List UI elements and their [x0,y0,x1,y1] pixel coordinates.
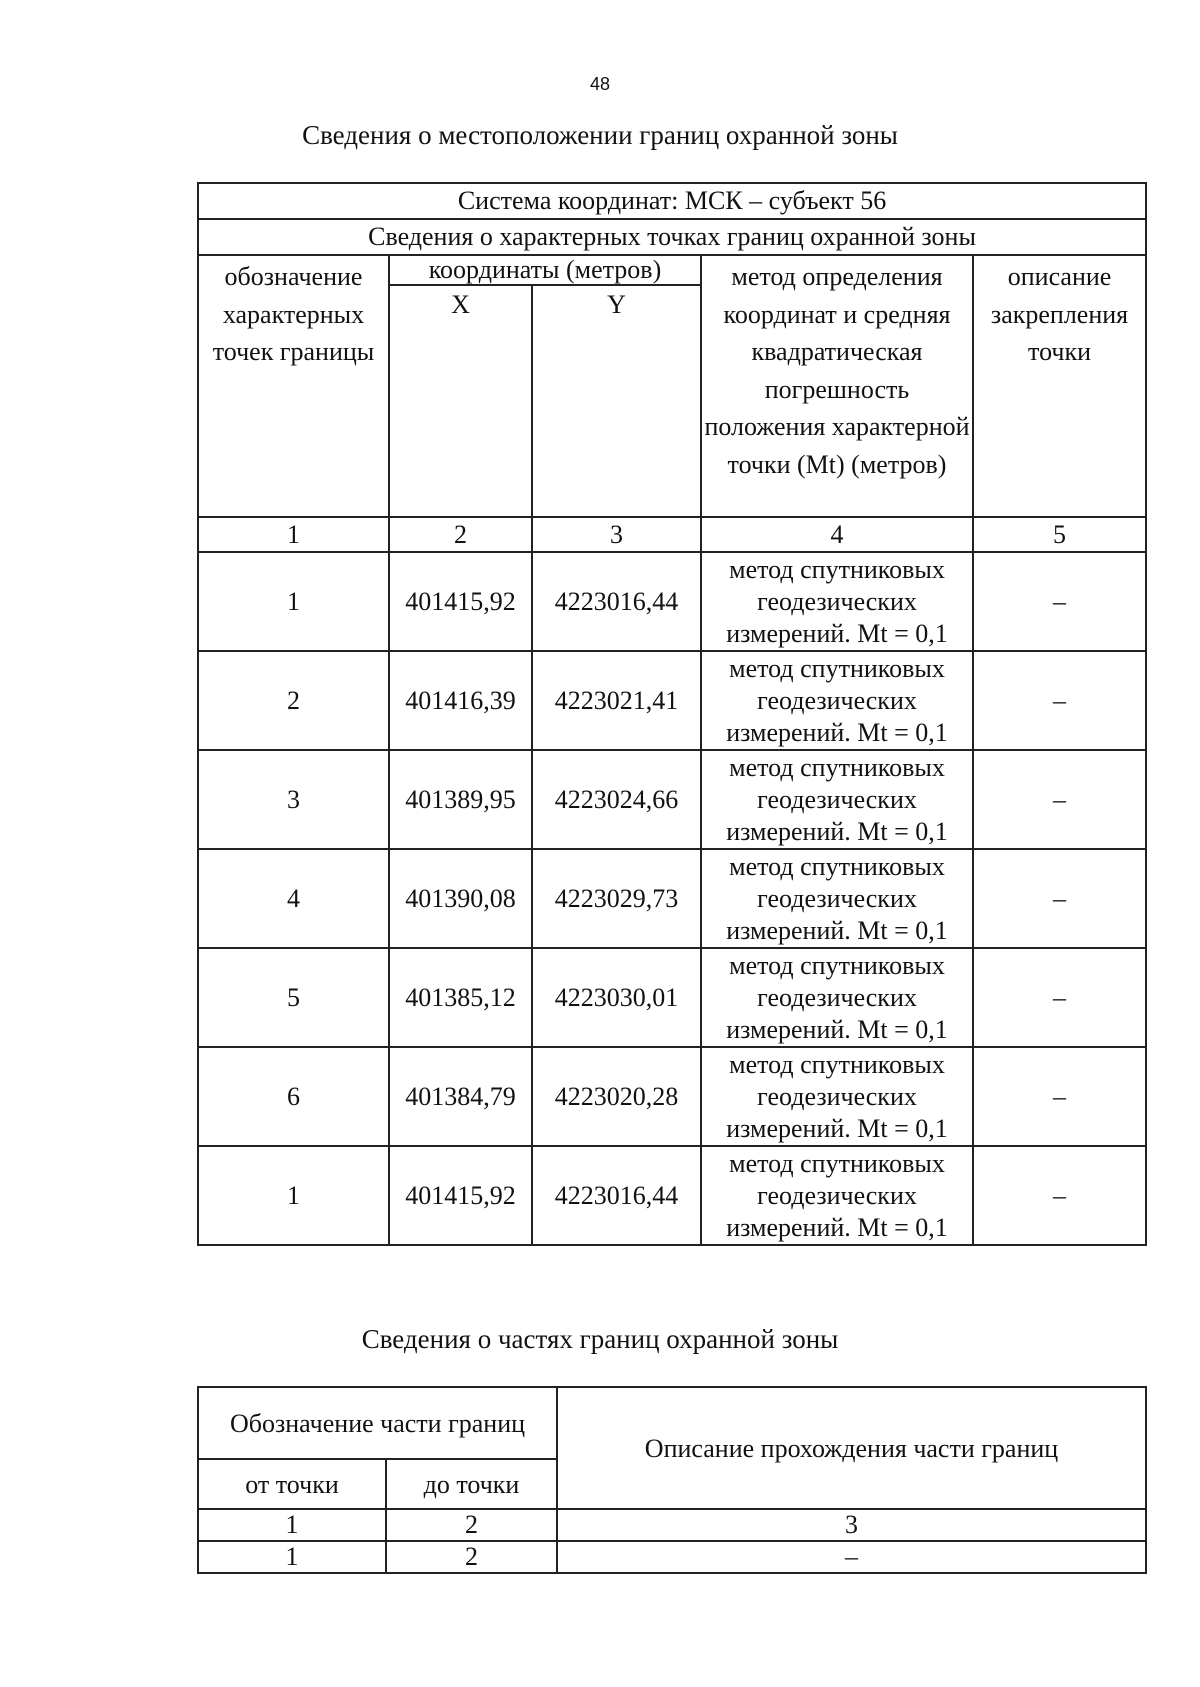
fixing-description: – [973,1146,1146,1245]
method-text: метод спутниковых геодезических измерений. Mt = 0,1 [701,849,973,948]
part-description: – [557,1541,1146,1573]
x-coordinate: 401384,79 [389,1047,532,1146]
fixing-description: – [973,849,1146,948]
x-coordinate: 401389,95 [389,750,532,849]
column-number: 3 [532,517,701,552]
header-coordinates: координаты (метров) [389,255,701,285]
fixing-description: – [973,1047,1146,1146]
method-text: метод спутниковых геодезических измерений. Mt = 0,1 [701,1047,973,1146]
fixing-description: – [973,750,1146,849]
y-coordinate: 4223020,28 [532,1047,701,1146]
method-text: метод спутниковых геодезических измерений. Mt = 0,1 [701,1146,973,1245]
from-point: 1 [198,1541,386,1573]
column-number: 1 [198,1509,386,1541]
method-text: метод спутниковых геодезических измерений. Mt = 0,1 [701,948,973,1047]
method-text: метод спутниковых геодезических измерений. Mt = 0,1 [701,651,973,750]
boundary-parts-table [197,1386,1147,1574]
y-coordinate: 4223029,73 [532,849,701,948]
table-row [198,1541,1146,1573]
table-row [198,948,1146,1047]
header-x: X [389,285,532,517]
column-number: 2 [389,517,532,552]
column-number: 1 [198,517,389,552]
table-row [198,651,1146,750]
table-row [198,1047,1146,1146]
header-method: метод определения координат и средняя квадратическая погрешность положения характерной точки (Mt) (метров) [701,255,973,517]
column-number-row [198,1509,1146,1541]
parts-section-title: Сведения о частях границ охранной зоны [361,1324,839,1354]
to-point: 2 [386,1541,557,1573]
x-coordinate: 401415,92 [389,552,532,651]
fixing-description: – [973,552,1146,651]
y-coordinate: 4223021,41 [532,651,701,750]
table-row [198,1146,1146,1245]
header-part-designation: Обозначение части границ [198,1387,557,1459]
column-number: 4 [701,517,973,552]
header-description: описание закрепления точки [973,255,1146,517]
table-row [198,552,1146,651]
header-to-point: до точки [386,1459,557,1509]
y-coordinate: 4223030,01 [532,948,701,1047]
point-id: 1 [198,552,389,651]
point-id: 4 [198,849,389,948]
column-number: 2 [386,1509,557,1541]
section-title-cell: Сведения о характерных точках границ охранной зоны [198,219,1146,255]
x-coordinate: 401390,08 [389,849,532,948]
table-row [198,750,1146,849]
method-text: метод спутниковых геодезических измерений. Mt = 0,1 [701,750,973,849]
column-number: 5 [973,517,1146,552]
point-id: 6 [198,1047,389,1146]
header-part-description: Описание прохождения части границ [557,1387,1146,1509]
x-coordinate: 401416,39 [389,651,532,750]
points-section-title: Сведения о местоположении границ охранной зоны [302,120,898,150]
header-designation: обозначение характерных точек границы [198,255,389,517]
coordinate-system-cell: Система координат: МСК – субъект 56 [198,183,1146,219]
header-y: Y [532,285,701,517]
page-number: 48 [589,74,611,94]
point-id: 1 [198,1146,389,1245]
y-coordinate: 4223024,66 [532,750,701,849]
column-number: 3 [557,1509,1146,1541]
x-coordinate: 401415,92 [389,1146,532,1245]
fixing-description: – [973,651,1146,750]
y-coordinate: 4223016,44 [532,552,701,651]
point-id: 3 [198,750,389,849]
fixing-description: – [973,948,1146,1047]
column-number-row [198,517,1146,552]
point-id: 2 [198,651,389,750]
y-coordinate: 4223016,44 [532,1146,701,1245]
method-text: метод спутниковых геодезических измерений. Mt = 0,1 [701,552,973,651]
header-from-point: от точки [198,1459,386,1509]
table-row [198,849,1146,948]
x-coordinate: 401385,12 [389,948,532,1047]
boundary-points-table [197,182,1147,1246]
point-id: 5 [198,948,389,1047]
